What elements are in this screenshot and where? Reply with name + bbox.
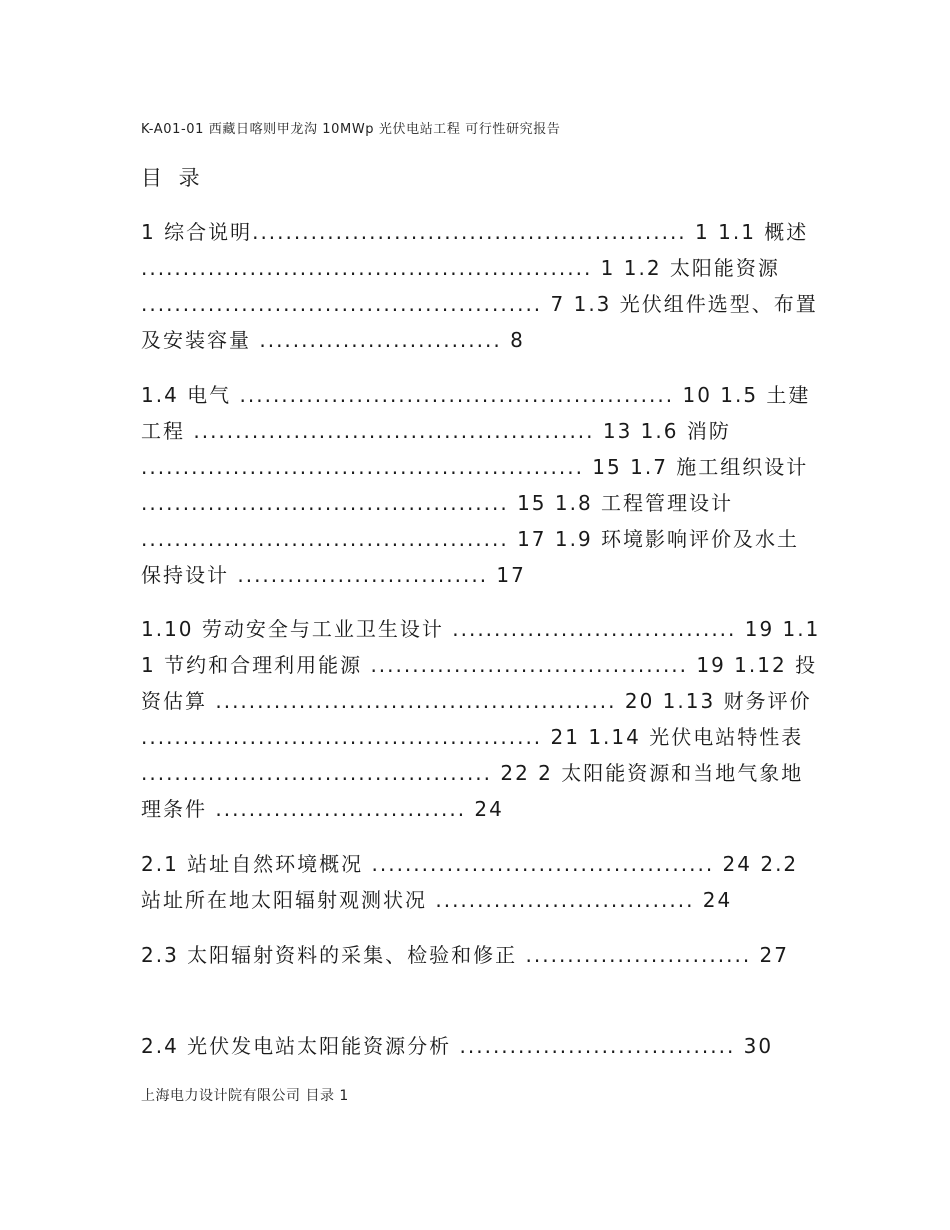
running-header: K-A01-01 西藏日喀则甲龙沟 10MWp 光伏电站工程 可行性研究报告 [141,122,561,137]
toc-paragraph: 2.4 光伏发电站太阳能资源分析 ................................. 30 [141,1034,774,1058]
toc-paragraph: 2.3 太阳辐射资料的采集、检验和修正 ........................... 27 [141,943,789,967]
toc-paragraph: 1.10 劳动安全与工业卫生设计 .................................. 19 1.11 节约和合理利用能源 ...................................... 19 1.12 投资估算 ................................................ 20 1.13 财务评价 ................................................ 21 1.14 光伏电站特性表 .......................................... 22 2 太阳能资源和当地气象地理条件 .............................. 24 [141,617,821,821]
toc-paragraph: 1.4 电气 .................................................... 10 1.5 土建工程 ................................................ 13 1.6 消防 ..................................................... 15 1.7 施工组织设计 ............................................ 15 1.8 工程管理设计 ............................................ 17 1.9 环境影响评价及水土保持设计 .............................. 17 [141,383,811,587]
toc-paragraph: 2.1 站址自然环境概况 ......................................... 24 2.2 站址所在地太阳辐射观测状况 ............................... 24 [141,852,799,912]
toc-title: 目 录 [141,166,205,190]
toc-paragraph: 1 综合说明.................................................... 1 1.1 概述 ...................................................... 1 1.2 太阳能资源 ................................................ 7 1.3 光伏组件选型、布置及安装容量 ............................. 8 [141,220,818,352]
running-footer: 上海电力设计院有限公司 目录 1 [141,1088,349,1104]
